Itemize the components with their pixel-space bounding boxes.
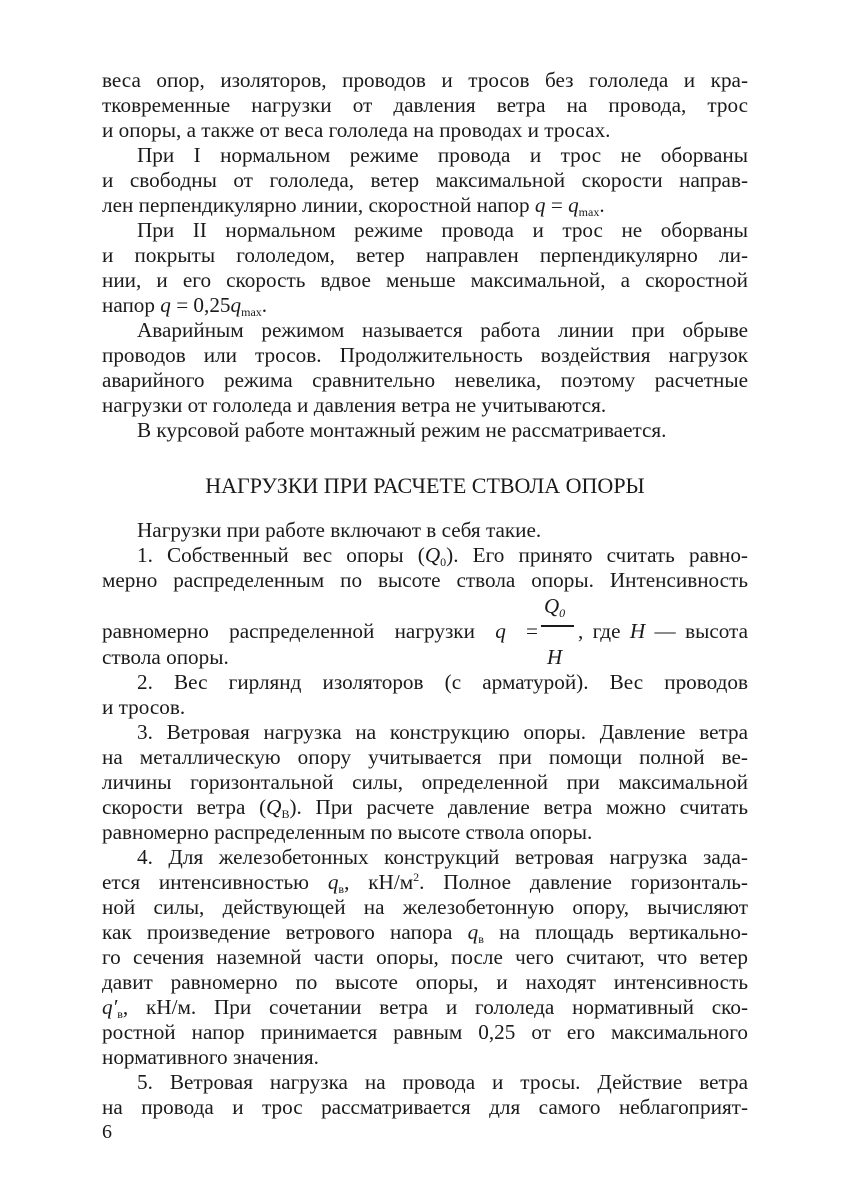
text-line: тковременные нагрузки от давления ветра на провода, трос <box>102 93 748 117</box>
text-line: ется интенсивностью $q_в$, $кН/м^2$. Полное давление горизонталь- <box>102 870 748 896</box>
page-number: 6 <box>102 1121 112 1143</box>
text-line: 1. Собственный вес опоры $(Q_0)$. Его принято считать равно- <box>137 543 748 569</box>
fraction-denominator: H <box>547 645 563 669</box>
fraction-bar <box>541 625 574 627</box>
text-line: проводов или тросов. Продолжительность воздействия нагрузок <box>102 343 748 367</box>
text-line: ростной напор принимается равным 0,25 от его максимального <box>102 1020 748 1044</box>
text-line: и тросов. <box>102 695 186 719</box>
text-line: В курсовой работе монтажный режим не рассматривается. <box>137 418 667 442</box>
text-line: веса опор, изоляторов, проводов и тросов без гололеда и кра- <box>102 68 748 92</box>
text-line: равномерно распределенным по высоте ствола опоры. <box>102 820 593 844</box>
text-line: нагрузки от гололеда и давления ветра не учитываются. <box>102 393 607 417</box>
text-line: и покрыты гололедом, ветер направлен перпендикулярно ли- <box>102 243 748 267</box>
text-line: как произведение ветрового напора $q_в$ на площадь вертикально- <box>102 920 748 946</box>
text-line: 4. Для железобетонных конструкций ветровая нагрузка зада- <box>137 845 748 869</box>
text-line: на провода и трос рассматривается для самого неблагоприят- <box>102 1095 748 1119</box>
text-line: нормативного значения. <box>102 1045 319 1069</box>
text-line: нии, и его скорость вдвое меньше максимальной, а скоростной <box>102 268 748 292</box>
section-heading: НАГРУЗКИ ПРИ РАСЧЕТЕ СТВОЛА ОПОРЫ <box>205 473 645 498</box>
text-line: Аварийным режимом называется работа линии при обрыве <box>137 318 748 342</box>
text-line: 3. Ветровая нагрузка на конструкцию опоры. Давление ветра <box>137 720 748 744</box>
text-line: на металлическую опору учитывается при помощи полной ве- <box>102 745 748 769</box>
text-line: ствола опоры. <box>102 645 229 669</box>
text-line: и свободны от гололеда, ветер максимальной скорости направ- <box>102 168 748 192</box>
text-line: аварийного режима сравнительно невелика, поэтому расчетные <box>102 368 748 392</box>
text-line: го сечения наземной части опоры, после чего считают, что ветер <box>102 945 748 969</box>
text-line: ной силы, действующей на железобетонную опору, вычисляют <box>102 895 748 919</box>
text-line: напор $q = 0,25q_{max}$. <box>102 293 268 319</box>
text-line: равномерно распределенной нагрузки q = <box>102 619 538 643</box>
text-line: мерно распределенным по высоте ствола опоры. Интенсивность <box>102 568 748 592</box>
text-line: лен перпендикулярно линии, скоростной напор $q = q_{max}$. <box>102 193 605 219</box>
text-line: и опоры, а также от веса гололеда на проводах и тросах. <box>102 118 611 142</box>
text-line: Нагрузки при работе включают в себя такие. <box>137 518 542 542</box>
text-line: При I нормальном режиме провода и трос не оборваны <box>137 143 748 167</box>
text-line: личины горизонтальной силы, определенной при максимальной <box>102 770 748 794</box>
text-line: 5. Ветровая нагрузка на провода и тросы. Действие ветра <box>137 1070 748 1094</box>
text-line: давит равномерно по высоте опоры, и находят интенсивность <box>102 970 748 994</box>
text-line: 2. Вес гирлянд изоляторов (с арматурой). Вес проводов <box>137 670 748 694</box>
text-line: При II нормальном режиме провода и трос не оборваны <box>137 218 748 242</box>
text-line: скорости ветра $(Q_В)$. При расчете давление ветра можно считать <box>102 795 748 821</box>
fraction-numerator: $Q_0$ <box>544 594 566 620</box>
text-line: $q'_в$, кН/м. При сочетании ветра и гололеда нормативный ско- <box>102 995 748 1021</box>
text-line: , где H — высота <box>578 619 748 643</box>
